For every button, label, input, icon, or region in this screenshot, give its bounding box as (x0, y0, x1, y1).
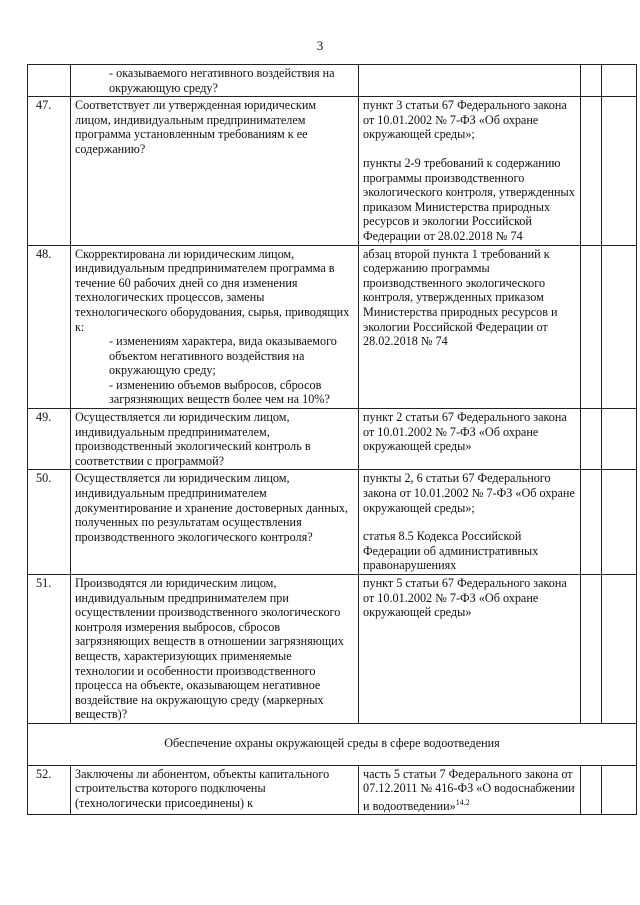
answer-cell-note (602, 245, 637, 409)
table-row (28, 765, 637, 815)
footnote-marker: 14.2 (455, 797, 470, 807)
question-cell (71, 470, 359, 575)
table-row (28, 470, 637, 575)
question-text: Производятся ли юридическим лицом, индивидуальным предпринимателем при осуществлении производственного экологического контроля измерения выбросов, сбросов загрязняющих веществ в отношении загрязняющих веществ, характеризующих применяемые технологии и особенности производственного процесса на объекте, оказывающем негативное воздействие на окружающую среду (маркерных веществ)? (75, 576, 344, 722)
answer-cell-note (602, 575, 637, 724)
answer-cell-yes (581, 765, 602, 815)
answer-cell-yes (581, 575, 602, 724)
legal-reference-text: пункт 3 статьи 67 Федерального закона от 10.01.2002 № 7-ФЗ «Об охране окружающей среды»; (363, 98, 567, 142)
legal-reference-text: часть 5 статьи 7 Федерального закона от 07.12.2011 № 416-ФЗ «О водоснабжении и водоотведении» (363, 766, 575, 813)
legal-reference-text: статья 8.5 Кодекса Российской Федерации об административных правонарушениях (363, 529, 539, 573)
page-number: 3 (316, 38, 324, 53)
question-cell (71, 97, 359, 245)
question-cell (71, 575, 359, 724)
section-row (28, 723, 637, 765)
question-cell (71, 65, 359, 97)
legal-reference-text: пункты 2-9 требований к содержанию программы производственного экологического контроля, утвержденных приказом Министерства природных ресурсов и экологии Российской Федерации от 28.02.2018 № 74 (363, 155, 575, 243)
answer-cell-note (602, 409, 637, 470)
row-number: 51. (28, 575, 71, 724)
legal-reference-text: пункты 2, 6 статьи 67 Федерального закона от 10.01.2002 № 7-ФЗ «Об охране окружающей среды»; (363, 471, 575, 515)
question-text: Скорректирована ли юридическим лицом, индивидуальным предпринимателем программа в течение 60 рабочих дней со дня изменения технологических процессов, замены технологического оборудования, сырья, приводящих к: (75, 246, 350, 334)
table-row (28, 65, 637, 97)
answer-cell-yes (581, 97, 602, 245)
answer-cell-note (602, 470, 637, 575)
checklist-table (27, 64, 637, 815)
legal-reference-cell (359, 765, 581, 815)
row-number: 49. (28, 409, 71, 470)
row-number (28, 65, 71, 97)
answer-cell-note (602, 97, 637, 245)
question-cell (71, 409, 359, 470)
row-number: 47. (28, 97, 71, 245)
question-text: - изменениям характера, вида оказываемого объектом негативного воздействия на окружающую среду; (109, 334, 337, 378)
legal-reference-text: пункт 5 статьи 67 Федерального закона от 10.01.2002 № 7-ФЗ «Об охране окружающей среды» (363, 576, 567, 620)
question-text: - оказываемого негативного воздействия на окружающую среду? (109, 66, 335, 95)
question-text: Осуществляется ли юридическим лицом, индивидуальным предпринимателем документирование и хранение достоверных данных, полученных по результатам осуществления производственного экологического контроля? (75, 471, 349, 544)
question-cell: Заключены ли абонентом, объекты капитального строительства которого подключены (технологически присоединены) к (71, 765, 359, 815)
legal-reference-text: пункт 2 статьи 67 Федерального закона от 10.01.2002 № 7-ФЗ «Об охране окружающей среды» (363, 410, 567, 454)
answer-cell-note (602, 765, 637, 815)
legal-reference-cell (359, 65, 581, 97)
section-title: Обеспечение охраны окружающей среды в сфере водоотведения (28, 723, 637, 765)
table-row (28, 97, 637, 245)
answer-cell-yes (581, 409, 602, 470)
legal-reference-cell (359, 245, 581, 409)
legal-reference-cell (359, 575, 581, 724)
table-row (28, 575, 637, 724)
legal-reference-text: абзац второй пункта 1 требований к содержанию программы производственного экологического контроля, утвержденных приказом Министерства природных ресурсов и экологии Российской Федерации от 28.02.2018 № 74 (363, 246, 558, 349)
legal-reference-cell (359, 97, 581, 245)
question-text: Осуществляется ли юридическим лицом, индивидуальным предпринимателем, производственный экологический контроль в соответствии с программой? (75, 410, 311, 468)
question-text: - изменению объемов выбросов, сбросов загрязняющих веществ более чем на 10%? (109, 377, 330, 407)
row-number: 48. (28, 245, 71, 409)
answer-cell-yes (581, 470, 602, 575)
table-row (28, 245, 637, 409)
legal-reference-cell (359, 470, 581, 575)
table-row (28, 409, 637, 470)
question-cell (71, 245, 359, 409)
legal-reference-cell (359, 409, 581, 470)
row-number: 52. (28, 765, 71, 815)
answer-cell-yes (581, 65, 602, 97)
answer-cell-note (602, 65, 637, 97)
answer-cell-yes (581, 245, 602, 409)
row-number: 50. (28, 470, 71, 575)
question-text: Соответствует ли утвержденная юридическим лицом, индивидуальным предпринимателем программа установленным требованиям к ее содержанию? (75, 98, 317, 156)
